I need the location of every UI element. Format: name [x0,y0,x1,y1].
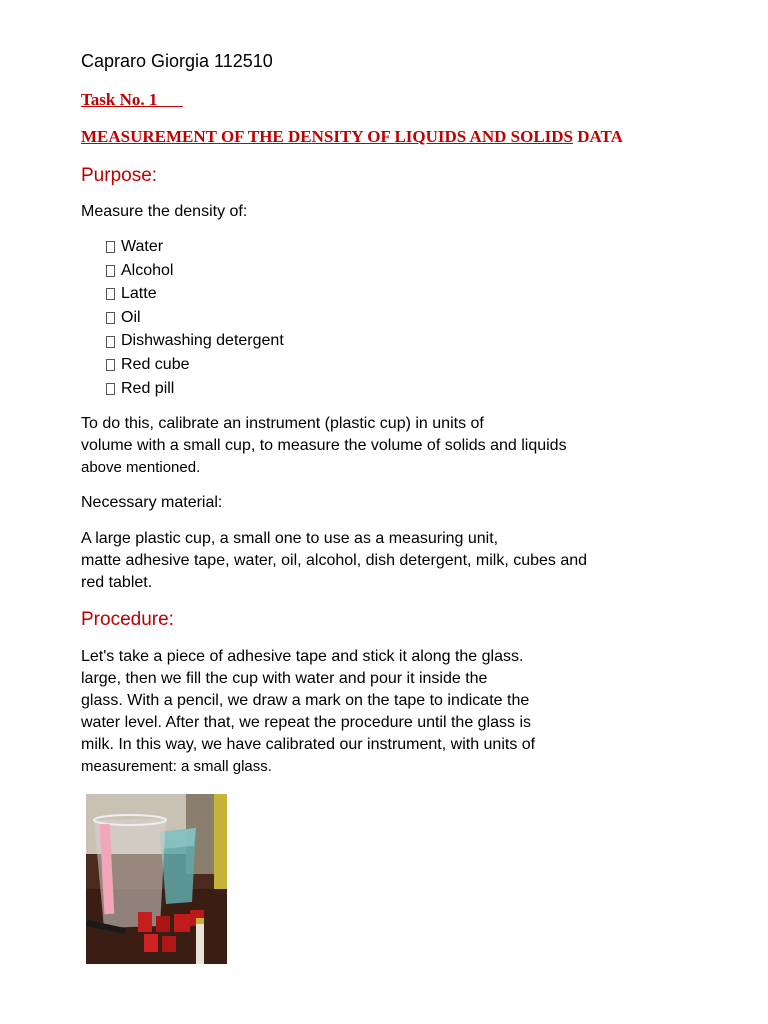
list-item: Red pill [106,377,284,401]
list-item: Dishwashing detergent [106,329,284,353]
purpose-paragraph [81,413,567,479]
bullet-box-icon [106,241,115,253]
title-main: MEASUREMENT OF THE DENSITY OF LIQUIDS AND SOLIDS [81,127,574,146]
paragraph-line: To do this, calibrate an instrument (plastic cup) in units of [81,415,484,432]
paragraph-line: above mentioned. [81,459,201,476]
experiment-photo [86,794,227,964]
bullet-box-icon [106,312,115,324]
list-item: Alcohol [106,259,284,283]
material-heading: Necessary material: [81,494,223,511]
bullet-box-icon [106,383,115,395]
task-label [81,90,183,110]
material-paragraph [81,528,587,594]
bullet-box-icon [106,359,115,371]
list-item: Water [106,235,284,259]
paragraph-line: measurement: a small glass. [81,758,272,775]
bullet-box-icon [106,265,115,277]
title-suffix: DATA [577,127,623,146]
purpose-heading: Purpose: [81,165,158,186]
task-label-text: Task No. 1 [81,90,158,109]
purpose-intro: Measure the density of: [81,203,248,220]
list-item: Red cube [106,353,284,377]
substance-list [106,235,284,400]
paragraph-line: A large plastic cup, a small one to use as a measuring unit, [81,530,499,547]
procedure-paragraph [81,646,535,778]
author-line: Capraro Giorgia 112510 [81,51,273,71]
list-item: Oil [106,306,284,330]
paragraph-line: large, then we fill the cup with water and pour it inside the [81,670,488,687]
procedure-heading: Procedure: [81,609,174,630]
bullet-box-icon [106,336,115,348]
paragraph-line: milk. In this way, we have calibrated our instrument, with units of [81,736,536,753]
paragraph-line: matte adhesive tape, water, oil, alcohol, dish detergent, milk, cubes and [81,552,588,569]
bullet-box-icon [106,288,115,300]
paragraph-line: red tablet. [81,574,153,591]
list-item: Latte [106,282,284,306]
document-title [81,127,623,147]
task-label-underline-gap [157,90,183,109]
paragraph-line: glass. With a pencil, we draw a mark on the tape to indicate the [81,692,530,709]
paragraph-line: volume with a small cup, to measure the volume of solids and liquids [81,437,567,454]
paragraph-line: Let's take a piece of adhesive tape and stick it along the glass. [81,648,524,665]
paragraph-line: water level. After that, we repeat the procedure until the glass is [81,714,532,731]
